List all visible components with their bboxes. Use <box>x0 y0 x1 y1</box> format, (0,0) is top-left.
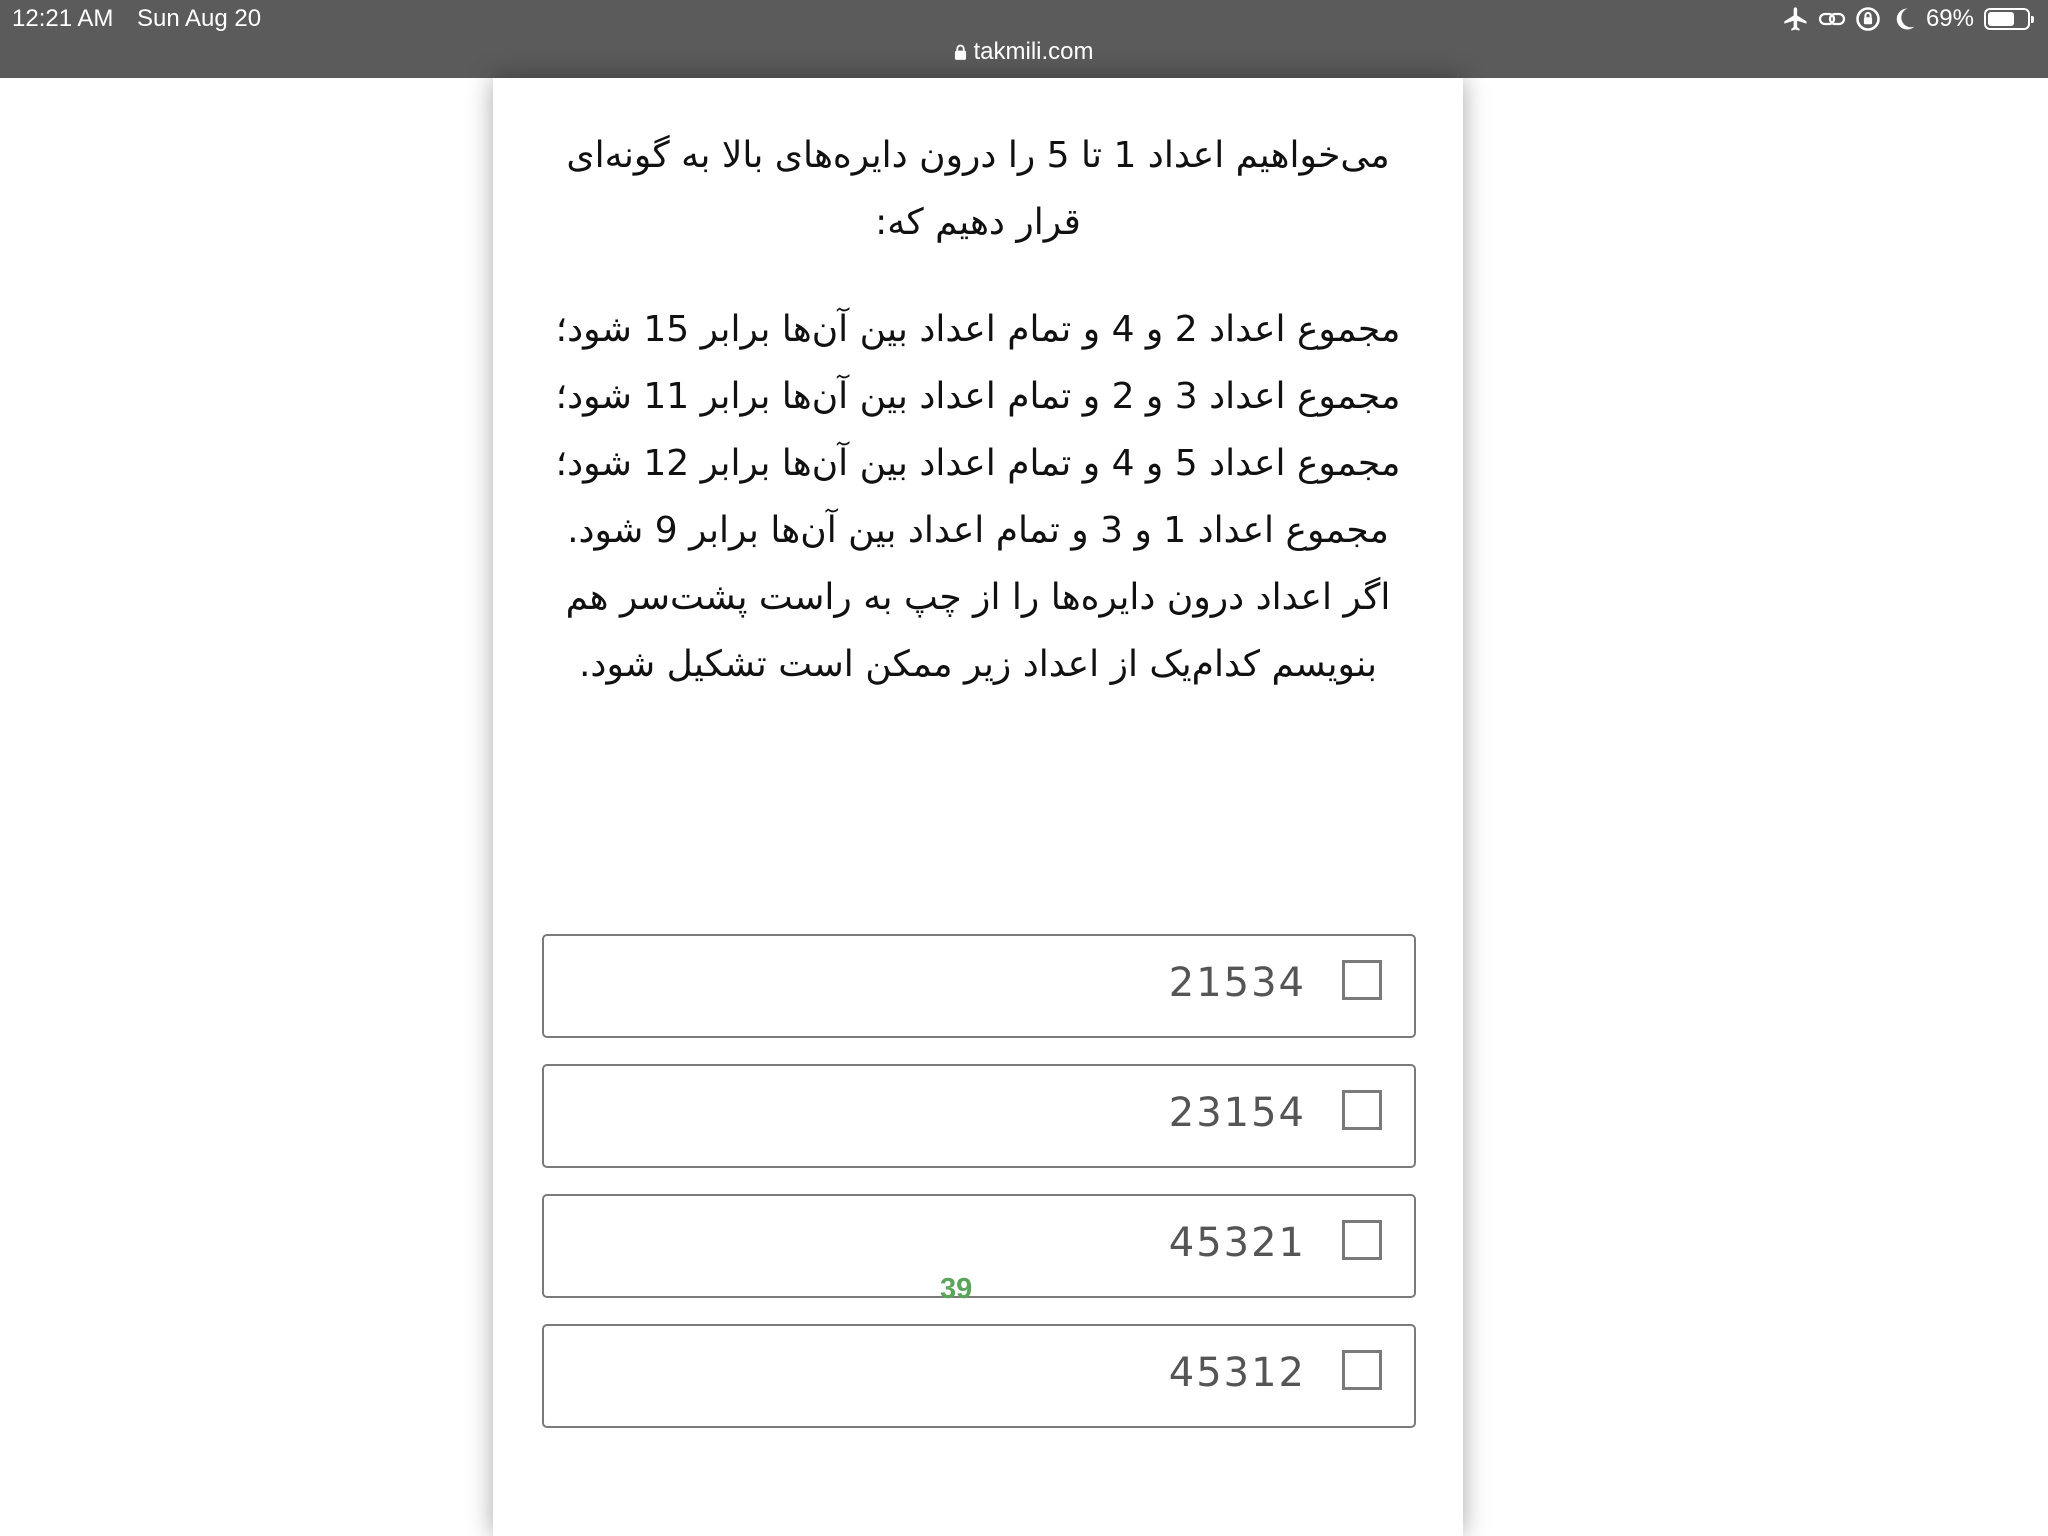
answer-option-1[interactable] <box>542 934 1416 1038</box>
battery-percent: 69% <box>1925 5 1974 32</box>
checkbox[interactable] <box>1342 1350 1382 1390</box>
answer-option-2[interactable] <box>542 1064 1416 1168</box>
question-text <box>553 122 1403 698</box>
option-label: 21534 <box>1168 960 1306 1006</box>
option-label: 23154 <box>1168 1090 1306 1136</box>
status-date: Sun Aug 20 <box>137 5 262 32</box>
url-text: takmili.com <box>973 38 1094 65</box>
lock-icon <box>954 44 967 61</box>
answer-option-3[interactable] <box>542 1194 1416 1298</box>
answer-options <box>542 934 1416 1454</box>
condition-3: مجموع اعداد 5 و 4 و تمام اعداد بین آن‌ها برابر 12 شود؛ <box>555 443 1401 484</box>
address-bar[interactable] <box>0 38 2048 66</box>
checkbox[interactable] <box>1342 960 1382 1000</box>
status-icons <box>1782 4 2030 34</box>
orientation-lock-icon <box>1854 5 1882 33</box>
counter-badge: 39 <box>940 1273 973 1305</box>
status-bar <box>0 0 2048 78</box>
answer-option-4[interactable] <box>542 1324 1416 1428</box>
do-not-disturb-moon-icon <box>1890 5 1918 33</box>
condition-4: مجموع اعداد 1 و 3 و تمام اعداد بین آن‌ها برابر 9 شود. <box>567 510 1389 551</box>
status-time: 12:21 AM <box>12 5 114 32</box>
question-ask: اگر اعداد درون دایره‌ها را از چپ به راست پشت‌سر هم بنویسم کدام‌یک از اعداد زیر ممکن است تشکیل شود. <box>565 577 1391 685</box>
checkbox[interactable] <box>1342 1090 1382 1130</box>
question-intro: می‌خواهیم اعداد 1 تا 5 را درون دایره‌های بالا به گونه‌ای قرار دهیم که: <box>566 135 1390 243</box>
condition-2: مجموع اعداد 3 و 2 و تمام اعداد بین آن‌ها برابر 11 شود؛ <box>555 376 1401 417</box>
question-card <box>493 78 1463 1536</box>
battery-fill <box>1988 12 2014 26</box>
battery-tip <box>2031 16 2034 23</box>
checkbox[interactable] <box>1342 1220 1382 1260</box>
link-icon <box>1818 5 1846 33</box>
option-label: 45312 <box>1168 1350 1306 1396</box>
option-label: 45321 <box>1168 1220 1306 1266</box>
battery-icon <box>1984 8 2030 30</box>
condition-1: مجموع اعداد 2 و 4 و تمام اعداد بین آن‌ها برابر 15 شود؛ <box>555 309 1401 350</box>
airplane-mode-icon <box>1782 5 1810 33</box>
